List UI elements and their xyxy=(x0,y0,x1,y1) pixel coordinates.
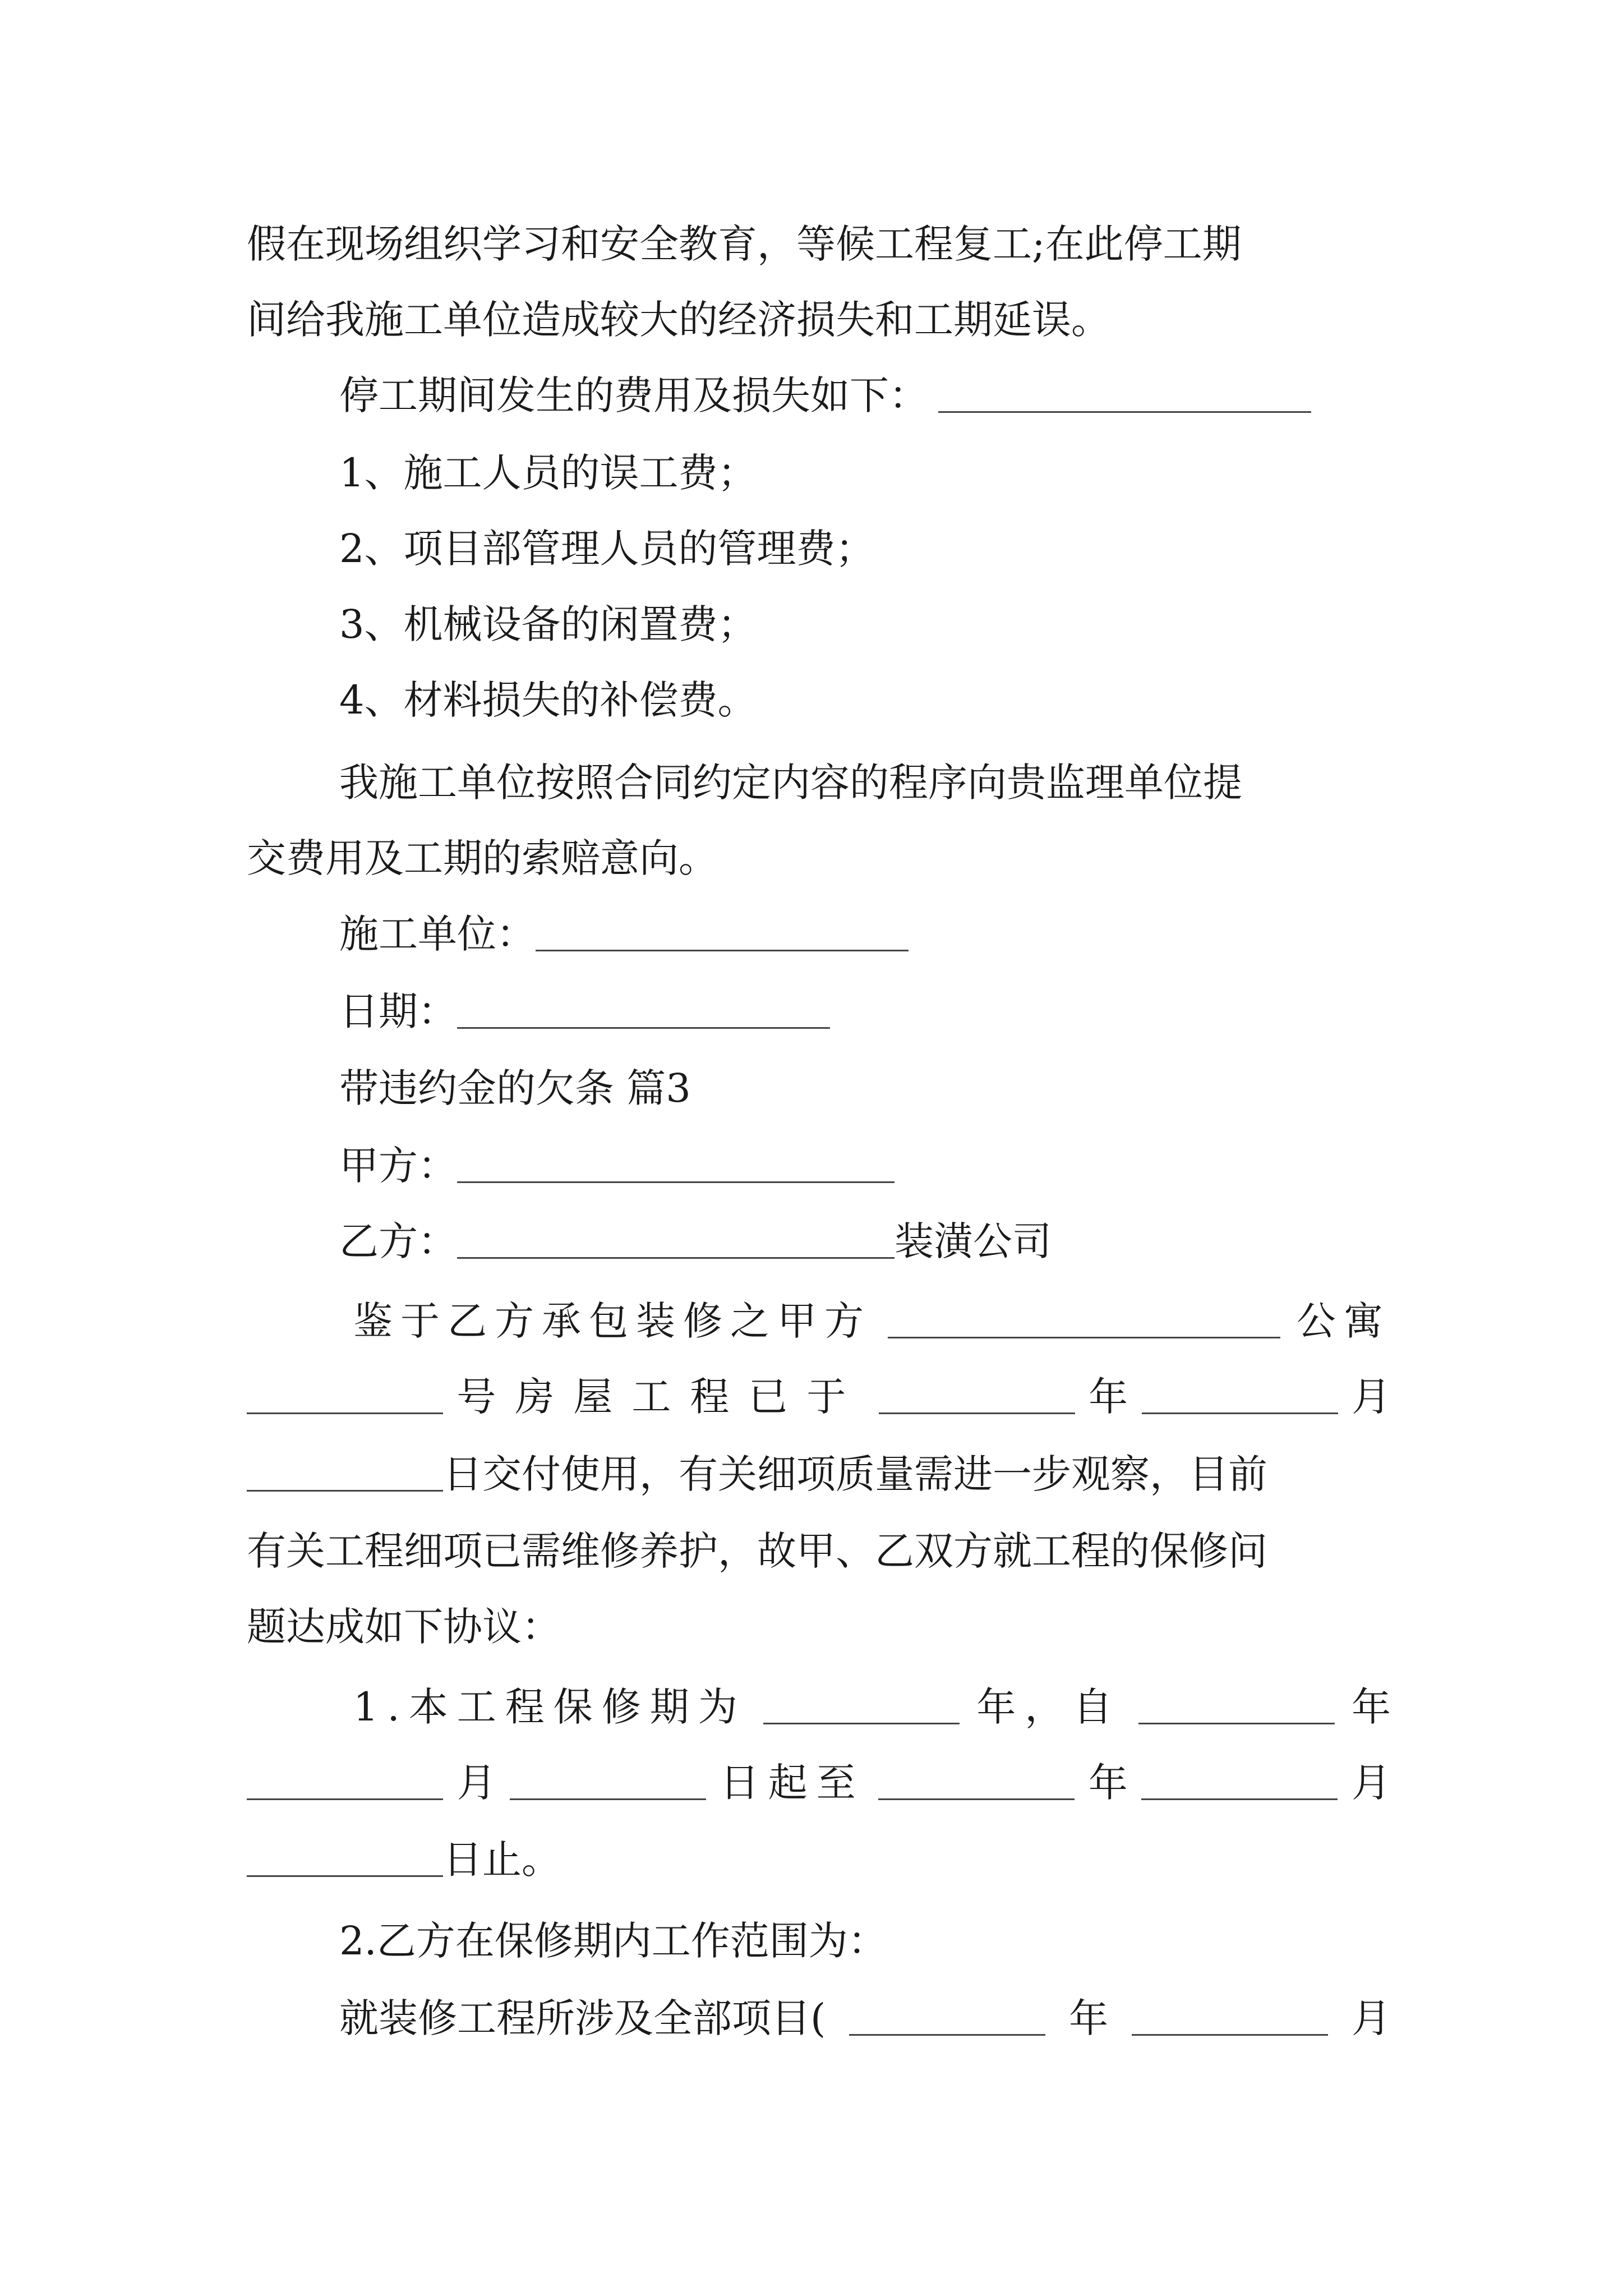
text: 公寓 xyxy=(1297,1298,1391,1344)
paragraph-line xyxy=(247,210,1391,278)
party-b-label: 乙方： xyxy=(339,1218,457,1264)
term-line xyxy=(247,1826,1391,1893)
text: 日交付使用，有关细项质量需进一步观察，目前 xyxy=(443,1451,1267,1497)
text: 月 xyxy=(1351,1760,1391,1806)
text: 假在现场组织学习和安全教育，等候工程复工;在此停工期 xyxy=(247,221,1242,267)
fill-blank xyxy=(763,1683,960,1724)
text: 号房屋工程已于 xyxy=(457,1374,865,1420)
fill-blank xyxy=(247,1836,443,1877)
text: 带违约金的欠条 篇3 xyxy=(339,1065,691,1111)
text: 年 xyxy=(1089,1374,1128,1420)
text: 年 xyxy=(1351,1684,1391,1730)
text: 日止。 xyxy=(443,1837,561,1883)
text: 月 xyxy=(457,1760,496,1806)
list-item xyxy=(339,515,1391,582)
party-a-line xyxy=(339,1132,1391,1199)
fill-blank xyxy=(849,1995,1045,2036)
agreement-line xyxy=(353,1287,1391,1355)
date-line xyxy=(339,978,1391,1045)
paragraph-line xyxy=(247,825,1391,892)
text: 日起至 xyxy=(720,1760,865,1806)
text: 题达成如下协议： xyxy=(247,1604,561,1650)
fill-blank xyxy=(1132,1995,1328,2036)
text: 停工期间发生的费用及损失如下： xyxy=(339,372,928,418)
text: 2.乙方在保修期内工作范围为： xyxy=(339,1918,887,1964)
term-line xyxy=(339,1907,1391,1975)
losses-intro-line xyxy=(339,362,1391,429)
fill-blank xyxy=(247,1451,443,1492)
agreement-line xyxy=(247,1593,1391,1660)
construction-unit-label: 施工单位： xyxy=(339,911,536,957)
fill-blank xyxy=(888,1297,1280,1338)
fill-blank xyxy=(457,1218,895,1259)
text: 3、机械设备的闲置费； xyxy=(339,601,757,647)
agreement-line xyxy=(247,1363,1391,1430)
fill-blank xyxy=(247,1759,443,1800)
term-line xyxy=(247,1749,1391,1816)
scope-line xyxy=(339,1985,1391,2052)
fill-blank xyxy=(1141,1759,1338,1800)
fill-blank xyxy=(938,372,1311,413)
fill-blank xyxy=(879,1373,1075,1414)
text: 年 xyxy=(1069,1995,1109,2041)
text: 1.本工程保修期为 xyxy=(353,1684,746,1730)
list-item xyxy=(339,666,1391,734)
list-item xyxy=(339,591,1391,658)
text: 就装修工程所涉及全部项目( xyxy=(339,1995,826,2041)
agreement-line xyxy=(247,1517,1391,1585)
text: 间给我施工单位造成较大的经济损失和工期延误。 xyxy=(247,297,1110,343)
fill-blank xyxy=(536,910,909,951)
text: 年，自 xyxy=(976,1684,1122,1730)
section-title xyxy=(339,1055,1391,1122)
text: 月 xyxy=(1352,1995,1391,2041)
party-b-line xyxy=(339,1208,1391,1275)
party-b-suffix: 装潢公司 xyxy=(895,1218,1052,1264)
text: 月 xyxy=(1351,1374,1391,1420)
list-item xyxy=(339,439,1391,507)
term-line xyxy=(353,1673,1391,1741)
text: 年 xyxy=(1088,1760,1128,1806)
fill-blank xyxy=(247,1373,443,1414)
fill-blank xyxy=(1138,1683,1335,1724)
party-a-label: 甲方： xyxy=(339,1143,457,1189)
fill-blank xyxy=(1142,1373,1338,1414)
text: 我施工单位按照合同约定内容的程序向贵监理单位提 xyxy=(339,760,1242,806)
agreement-line xyxy=(247,1441,1391,1508)
date-label: 日期： xyxy=(339,988,457,1034)
text: 交费用及工期的索赔意向。 xyxy=(247,835,718,881)
fill-blank xyxy=(457,1142,895,1183)
fill-blank xyxy=(510,1759,706,1800)
construction-unit-line xyxy=(339,900,1391,968)
text: 1、施工人员的误工费； xyxy=(339,450,757,496)
paragraph-line xyxy=(339,749,1391,816)
text: 2、项目部管理人员的管理费； xyxy=(339,526,875,572)
text: 有关工程细项已需维修养护，故甲、乙双方就工程的保修问 xyxy=(247,1528,1267,1574)
fill-blank xyxy=(457,988,830,1029)
paragraph-line xyxy=(247,286,1391,353)
fill-blank xyxy=(878,1759,1075,1800)
text: 鉴于乙方承包装修之甲方 xyxy=(353,1298,872,1344)
text: 4、材料损失的补偿费。 xyxy=(339,677,757,723)
